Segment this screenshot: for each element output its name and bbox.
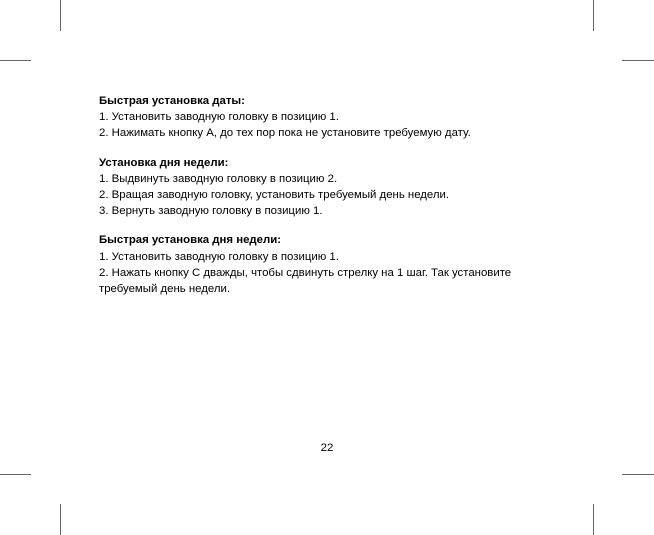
text-line: 2. Вращая заводную головку, установить требуемый день недели.: [99, 189, 450, 202]
text-line: 1. Установить заводную головку в позицию 1.: [99, 250, 339, 263]
section-quick-date-setting: [99, 93, 511, 142]
crop-mark-bottom-left-horizontal: [0, 474, 31, 475]
section-heading: Быстрая установка дня недели:: [99, 234, 282, 247]
crop-mark-bottom-right-horizontal: [622, 474, 654, 475]
crop-mark-bottom-right-vertical: [593, 504, 594, 535]
section-weekday-setting: [99, 155, 511, 220]
page-number: 22: [320, 442, 334, 454]
text-line: 1. Установить заводную головку в позицию 1.: [99, 111, 339, 124]
section-heading: Быстрая установка даты:: [99, 95, 245, 107]
crop-mark-top-right-horizontal: [622, 60, 654, 61]
section-quick-weekday-setting: [99, 232, 511, 297]
text-line: 1. Выдвинуть заводную головку в позицию 2.: [99, 172, 338, 185]
instructions-text-block: [99, 93, 511, 297]
crop-mark-bottom-left-vertical: [60, 504, 61, 535]
text-line: 2. Нажать кнопку С дважды, чтобы сдвинуть стрелку на 1 шаг. Так установите: [99, 266, 512, 279]
crop-mark-top-left-vertical: [60, 0, 61, 31]
text-line: 3. Вернуть заводную головку в позицию 1.: [99, 205, 323, 218]
text-line: требуемый день недели.: [99, 283, 231, 296]
crop-mark-top-left-horizontal: [0, 60, 31, 61]
text-line: 2. Нажимать кнопку А, до тех пор пока не установите требуемую дату.: [99, 127, 471, 140]
crop-mark-top-right-vertical: [593, 0, 594, 31]
section-heading: Установка дня недели:: [99, 156, 229, 169]
